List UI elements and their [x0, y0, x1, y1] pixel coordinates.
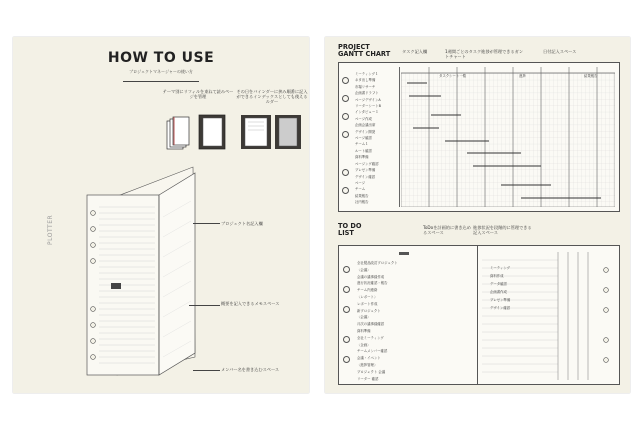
todo-item: チームメンバー確認 [357, 349, 388, 354]
gantt-task: ミーティング１ [355, 72, 379, 76]
page-title: HOW TO USE [107, 50, 215, 66]
todo-status-list [490, 264, 510, 312]
how-to-use-page [13, 37, 309, 393]
brand-logo: PLOTTER [47, 214, 54, 245]
todo-item: 進行状況確認・報告 [357, 281, 388, 286]
gantt-task: リーダーシートB [355, 104, 381, 109]
page-subtitle: プロジェクトマネージャーの使い方 [129, 69, 193, 74]
gantt-task: デザイン確認 [355, 174, 376, 179]
todo-sheet-left [338, 245, 478, 385]
gantt-task-list [355, 67, 399, 206]
gantt-task: プレゼン準備 [355, 168, 376, 173]
todo-item: リーダー 確認 [357, 376, 379, 381]
todo-item: レポート作成 [357, 301, 378, 306]
todo-status-item: プレゼン準備 [490, 298, 511, 302]
todo-item: 〈進捗管理〉 [357, 362, 378, 367]
progress-column-label: 進捗 [519, 74, 526, 78]
result-column-label: 結果報告 [584, 74, 598, 78]
todo-item: 会議の議事録作成 [357, 274, 385, 279]
project-name-callout: プロジェクト名記入欄 [221, 221, 263, 226]
todo-item: 全社ミーティング [357, 335, 384, 340]
todo-item: 〈会議〉 [357, 315, 371, 320]
gantt-task: ページ作成 [355, 116, 372, 121]
gantt-grid [401, 67, 615, 207]
gantt-heading: PROJECT GANTT CHART [338, 43, 391, 59]
todo-status-item: データ確認 [490, 282, 507, 286]
gantt-task: 企画会議出席 [355, 123, 376, 128]
todo-item: 全社製品改訂プロジェクト [357, 261, 398, 265]
schedule-callout: 1週間ごとのタスク進捗が管理できるガントチャート [445, 49, 524, 60]
gantt-task: インタビュー１ [355, 110, 379, 115]
todo-status-item: ミーティング [490, 266, 511, 270]
gantt-task: 市場リサーチ [355, 84, 376, 89]
todo-item: 〈会議〉 [357, 267, 371, 272]
todo-sheet-right [477, 245, 620, 385]
gantt-task: 資料準備 [355, 155, 369, 160]
todo-item: 月次の議事録確認 [357, 322, 385, 327]
todo-item: 資料準備 [357, 328, 371, 333]
binder-index-illustration [239, 113, 305, 155]
gantt-task: ページデザインA [355, 97, 381, 102]
task-callout: タスク記入欄 [402, 49, 428, 54]
todo-status-item: 資料作成 [490, 274, 504, 278]
plan-callout: ToDoを計画的に書き込めるスペース [423, 225, 471, 236]
todo-item-list [357, 260, 398, 382]
todo-item: プロジェクト 会議 [357, 369, 386, 374]
subtask-column-label: タスクシート一覧 [439, 74, 467, 78]
title-divider [123, 81, 199, 82]
gantt-task-column [355, 67, 400, 207]
todo-item: 〈企画〉 [357, 342, 371, 347]
member-space-callout: メンバー名を書き込むスペース [221, 367, 280, 372]
date-callout: 日付記入スペース [543, 49, 577, 54]
todo-item: 〈レポート〉 [357, 294, 378, 299]
progress-callout: 進捗状況を段階的に管理できる記入スペース [473, 225, 532, 236]
todo-heading: TO DO LIST [338, 222, 362, 238]
gantt-task: ページ確認 [355, 136, 372, 141]
gantt-task: ネタ出し準備 [355, 78, 376, 83]
gantt-task: ページング確認 [355, 161, 379, 166]
refill-diagram [83, 157, 203, 385]
gantt-task: 社内報告 [355, 200, 369, 205]
todo-status-item: 企画書作成 [490, 290, 507, 294]
gantt-task: ルート確認 [355, 148, 372, 153]
gantt-task: チーム [355, 187, 366, 192]
gantt-task: 企画書ドラフト [355, 91, 379, 96]
refill-stack-illustration [163, 113, 233, 155]
todo-item: 新プロジェクト [357, 308, 381, 313]
binder-index-callout: その日をバインダーに挟み順番に記入ができるインデックスとしても使えるルダー [236, 89, 308, 105]
todo-status-item: デザイン確認 [490, 306, 511, 310]
theme-pages-callout: テーマ別にリフィルを束ねて読みページを管理 [162, 89, 234, 100]
todo-item: チーム内連絡 [357, 288, 378, 293]
gantt-task: デザイン開発 [355, 129, 376, 134]
gantt-task: ページ [355, 180, 366, 185]
gantt-task: チーム１ [355, 142, 369, 147]
refill-samples-page [325, 37, 630, 393]
gantt-sheet [338, 62, 620, 212]
memo-space-callout: 概要を記入できるメモスペース [221, 301, 280, 306]
gantt-task: 結果報告 [355, 193, 369, 198]
todo-item: 会議・イベント [357, 356, 381, 361]
